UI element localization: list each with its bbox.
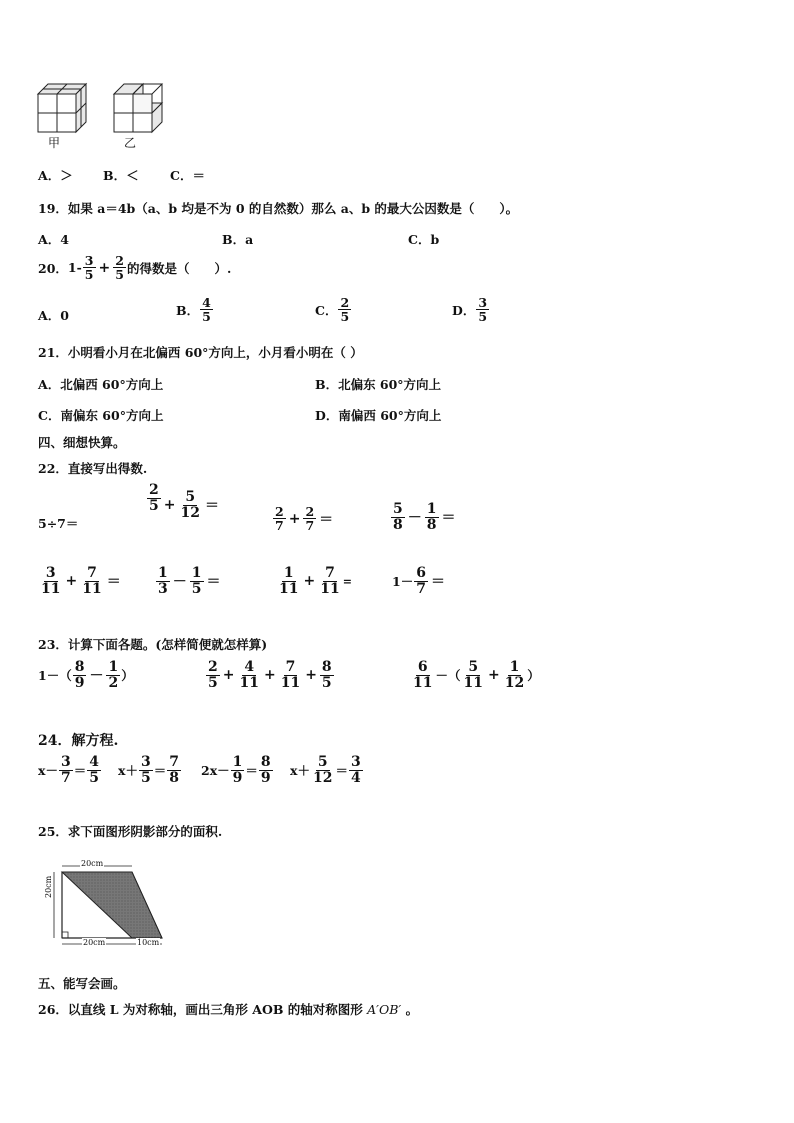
q18-option-c[interactable]: C．＝: [170, 168, 205, 183]
q20-option-a[interactable]: A．0: [38, 308, 69, 323]
q20-stem: [38, 254, 231, 281]
q26-stem: 26．以直线 L 为对称轴，画出三角形 AOB 的轴对称图形 A′OB′ 。: [38, 1002, 419, 1017]
q22-expr-6: $\frac{1}{3}$ － $\frac{1}{5}$ ＝: [158, 565, 221, 597]
cube-jia-drawing: [36, 82, 88, 134]
q22-expr-1: 5÷7＝: [38, 516, 79, 531]
q20-number: 20．: [38, 260, 68, 276]
q24-equation-3: 2x－ $\frac{1}{9}$ ＝ $\frac{8}{9}$: [201, 754, 271, 786]
q20-lead: 1-: [67, 260, 82, 276]
q26-symbol: A′OB′: [367, 1002, 402, 1017]
section-4-heading: 四、细想快算。: [38, 435, 126, 450]
q23-calc-2: $\frac{2}{5}$ + $\frac{4}{11}$ + $\frac{7}{11}$ + $\frac{8}{5}$: [208, 659, 332, 691]
shaded-trapezoid-figure: [40, 852, 170, 952]
q19-option-c[interactable]: C．b: [408, 232, 440, 247]
q21-option-d[interactable]: D．南偏西 60°方向上: [315, 408, 442, 423]
cube-yi-drawing: [112, 82, 164, 134]
q20-option-c-fraction: $\frac{2}{5}$: [340, 295, 350, 325]
dimension-left: 20cm: [44, 875, 53, 898]
q22-stem: 22．直接写出得数.: [38, 461, 148, 476]
label-yi: 乙: [124, 136, 137, 150]
q23-calc-1: 1－（ $\frac{8}{9}$ － $\frac{1}{2}$ ）: [38, 659, 134, 691]
q24-equation-1: x－ $\frac{3}{7}$ ＝ $\frac{4}{5}$: [38, 754, 99, 786]
q20-option-b-fraction: $\frac{4}{5}$: [202, 295, 211, 325]
q21-stem: 21．小明看小月在北偏西 60°方向上，小月看小明在（ ）: [38, 345, 363, 360]
q20-option-c[interactable]: C． $\frac{2}{5}$: [315, 295, 350, 325]
q23-stem: 23．计算下面各题。(怎样简便就怎样算): [38, 637, 268, 652]
q21-option-c[interactable]: C．南偏东 60°方向上: [38, 408, 164, 423]
q19-option-b[interactable]: B．a: [222, 232, 254, 247]
section-5-heading: 五、能写会画。: [38, 976, 126, 991]
q24-equation-4: x＋ $\frac{5}{12}$ ＝ $\frac{3}{4}$: [290, 754, 361, 786]
cube-figure-yi: [112, 82, 164, 150]
q23-calc-3: $\frac{6}{11}$ －（ $\frac{5}{11}$ + $\frac{1}{12}$ ）: [413, 659, 540, 691]
q20-tail: 的得数是（ ）.: [126, 260, 232, 276]
q20-option-b[interactable]: B． $\frac{4}{5}$: [176, 295, 211, 325]
q18-option-b[interactable]: B．＜: [103, 168, 139, 183]
q22-expr-5: $\frac{3}{11}$ + $\frac{7}{11}$ ＝: [41, 565, 121, 597]
q18-option-a[interactable]: A．＞: [38, 168, 73, 183]
q22-expr-3: $\frac{2}{7}$ + $\frac{2}{7}$ ＝: [275, 504, 334, 534]
q20-fraction-1: $\frac{3}{5}$: [84, 253, 94, 283]
q25-stem: 25．求下面图形阴影部分的面积.: [38, 824, 223, 839]
cube-figure-jia: [36, 82, 88, 150]
q20-option-d[interactable]: D． $\frac{3}{5}$: [452, 295, 488, 325]
q22-expr-2: $\frac{2}{5}$ + $\frac{5}{12}$ ＝: [149, 482, 219, 521]
label-jia: 甲: [48, 136, 61, 150]
q20-plus: +: [98, 259, 111, 276]
q19-stem: 19．如果 a＝4b（a、b 均是不为 0 的自然数）那么 a、b 的最大公因数是（ ）。: [38, 201, 519, 216]
q21-option-a[interactable]: A．北偏西 60°方向上: [38, 377, 164, 392]
q20-option-d-fraction: $\frac{3}{5}$: [478, 295, 488, 325]
trapezoid-drawing: [40, 852, 170, 952]
q22-expr-7: $\frac{1}{11}$ + $\frac{7}{11}$ =: [279, 565, 352, 597]
q19-option-a[interactable]: A．4: [38, 232, 69, 247]
q21-option-b[interactable]: B．北偏东 60°方向上: [315, 377, 442, 392]
q24-equation-2: x＋ $\frac{3}{5}$ ＝ $\frac{7}{8}$: [118, 754, 179, 786]
dimension-top: 20cm: [81, 859, 104, 868]
dimension-right: 10cm: [137, 938, 160, 947]
q22-expr-8: 1－ $\frac{6}{7}$ ＝: [392, 565, 445, 597]
dimension-bottom: 20cm: [83, 938, 106, 947]
q22-expr-4: $\frac{5}{8}$ － $\frac{1}{8}$ ＝: [393, 501, 456, 533]
q24-stem: 24．解方程.: [38, 733, 119, 749]
q20-fraction-2: $\frac{2}{5}$: [115, 253, 124, 283]
